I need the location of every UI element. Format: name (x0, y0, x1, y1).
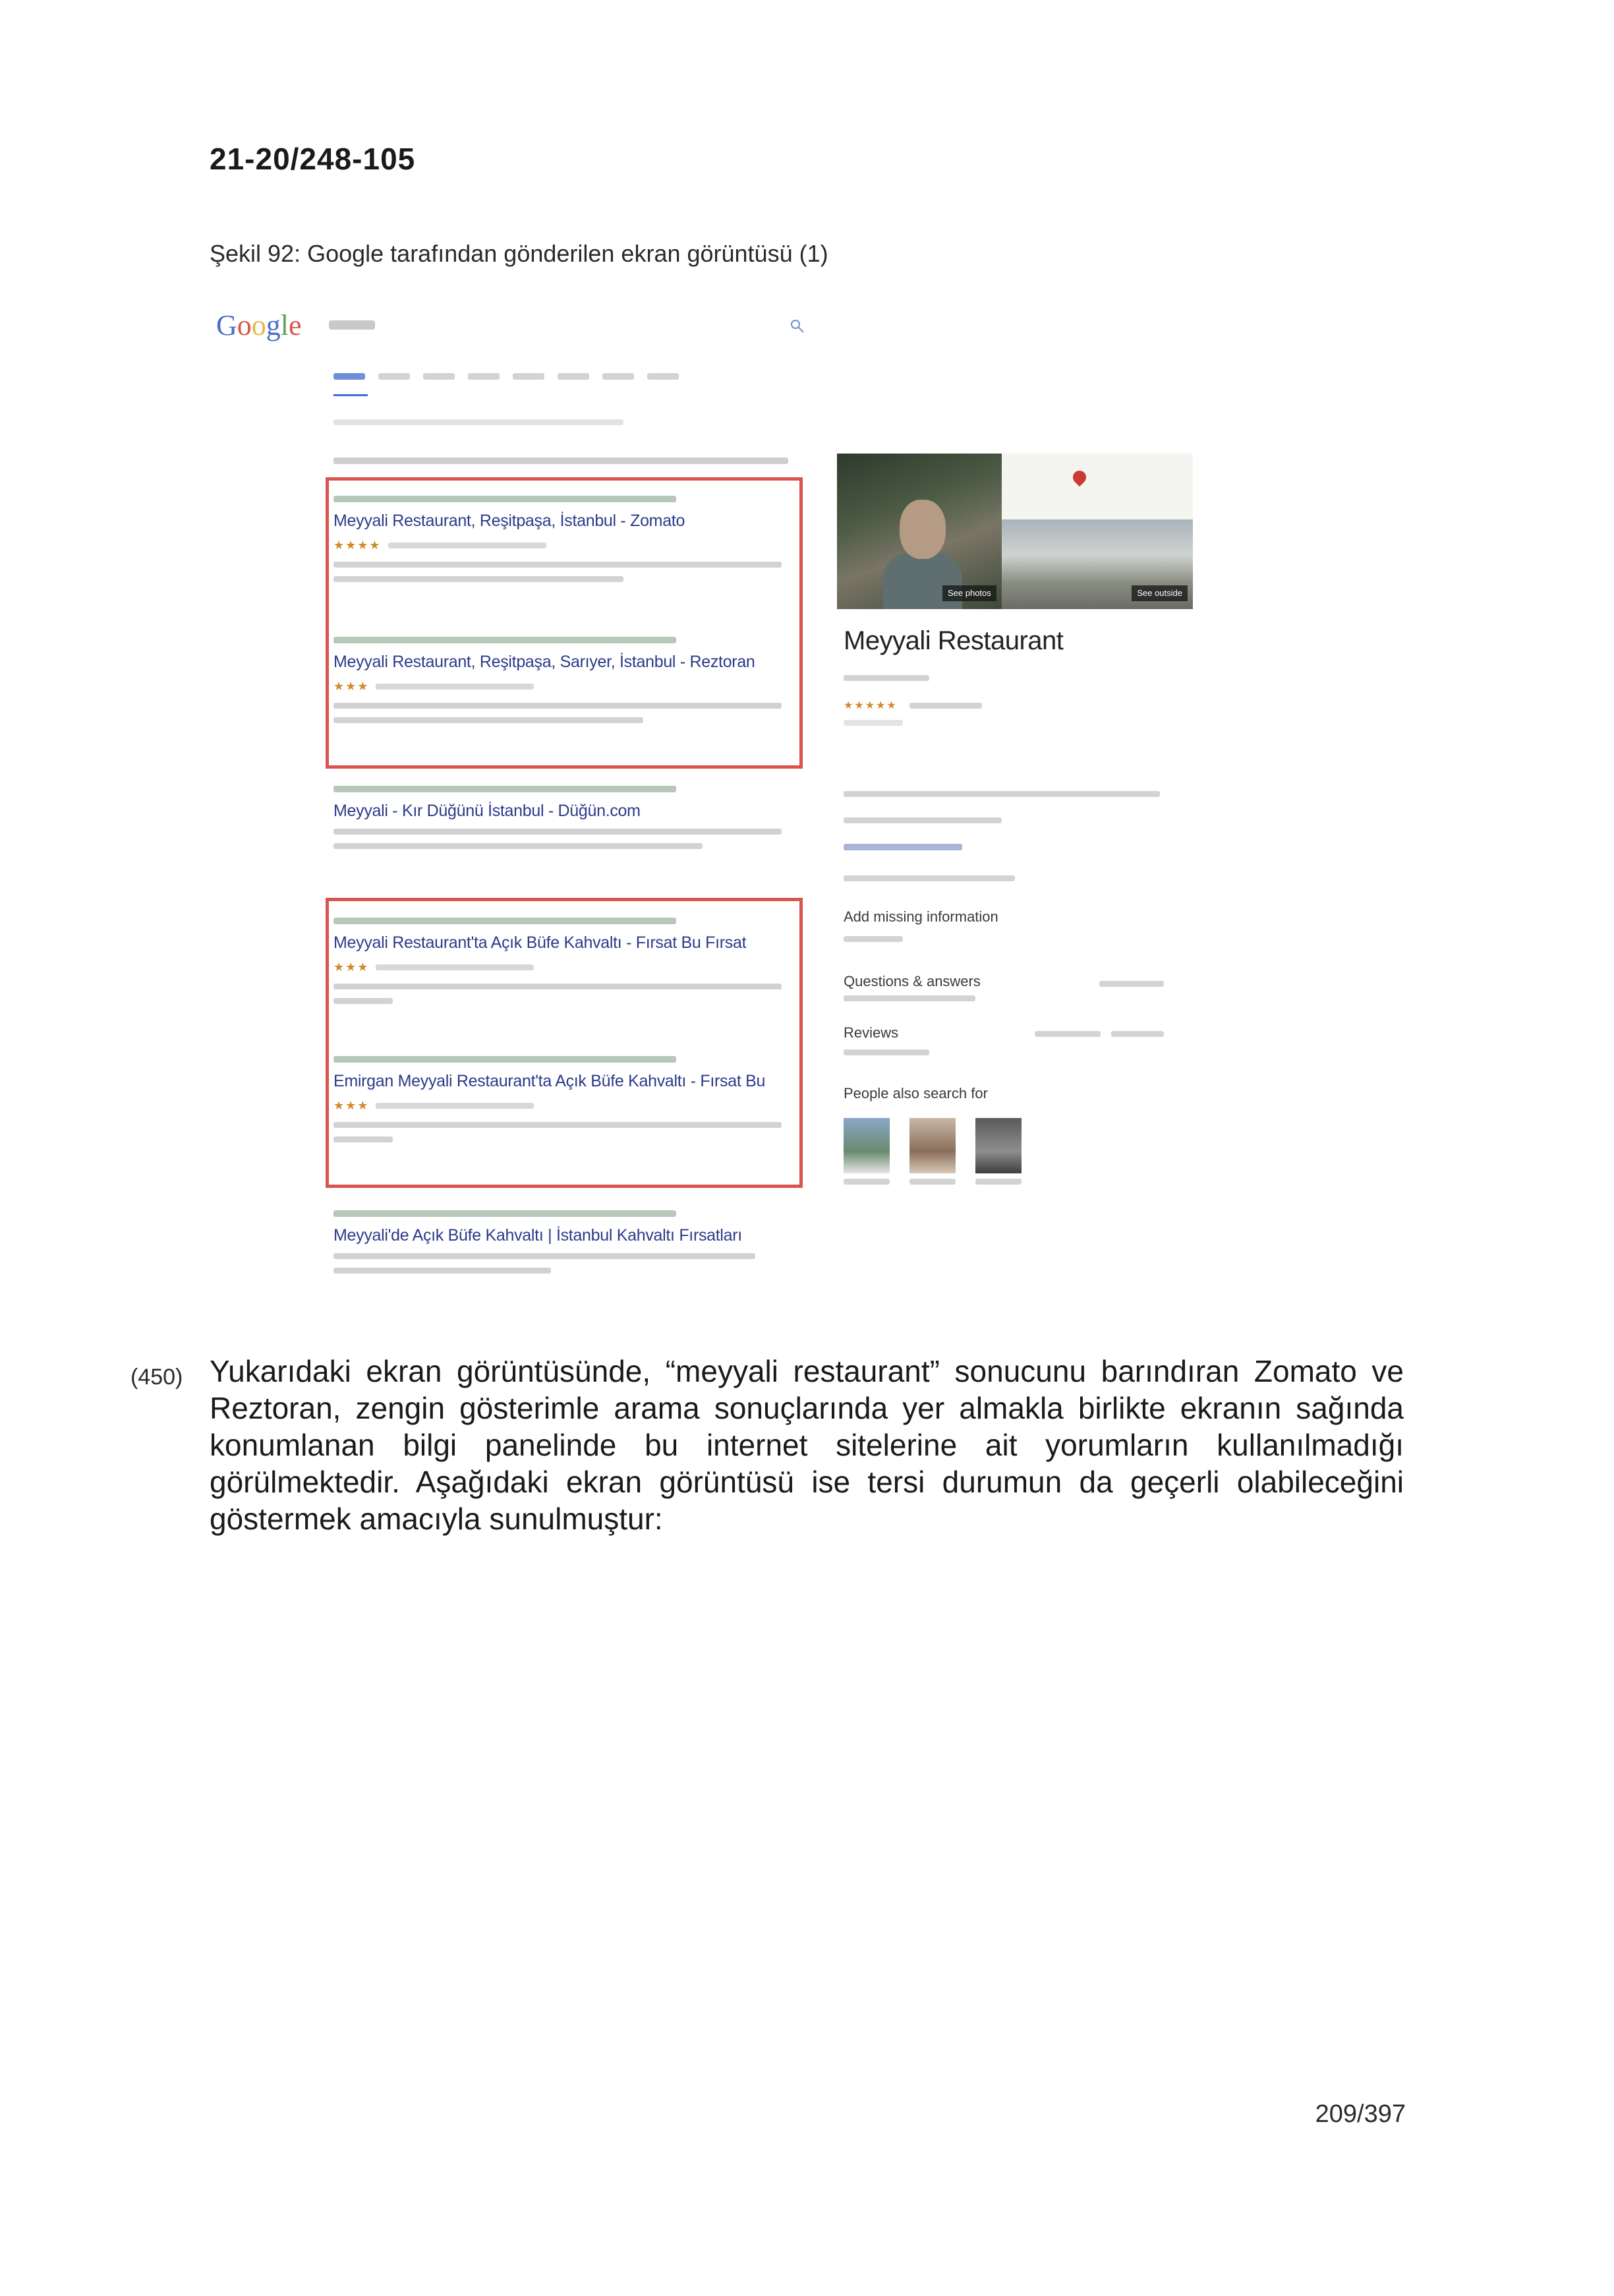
case-number: 21-20/248-105 (210, 142, 416, 176)
result-title[interactable]: Meyyali Restaurant, Reşitpaşa, Sarıyer, İstanbul - Reztoran (333, 653, 755, 671)
result-snippet-line (333, 998, 393, 1004)
figure-caption: Şekil 92: Google tarafından gönderilen ekran görüntüsü (1) (210, 240, 828, 267)
ask-question-line[interactable] (844, 995, 975, 1001)
hours-line (844, 817, 1002, 823)
result-snippet-line (333, 1268, 551, 1274)
phone-line[interactable] (844, 844, 962, 850)
people-also-search-heading: People also search for (844, 1085, 988, 1102)
rating-stars: ★★★★ (333, 539, 382, 552)
rating-stars: ★★★ (333, 1099, 370, 1112)
search-screenshot-figure (210, 290, 1205, 1318)
search-icon[interactable] (789, 318, 806, 335)
google-reviews-count[interactable] (909, 703, 982, 709)
result-snippet-line (333, 1136, 393, 1142)
tab-maps[interactable] (423, 373, 455, 380)
panel-rating-stars: ★★★★★ (844, 700, 898, 711)
search-tabs (333, 373, 679, 380)
add-photo-button[interactable] (1111, 1031, 1164, 1037)
search-result[interactable] (333, 918, 795, 1013)
result-snippet-line (333, 843, 703, 849)
google-logo: Google (216, 309, 302, 341)
search-result[interactable] (333, 1056, 795, 1151)
related-place-thumbnail[interactable] (975, 1118, 1022, 1173)
map-pin-icon (1070, 468, 1089, 486)
see-outside-button[interactable]: See outside (1132, 585, 1188, 601)
search-query (329, 320, 375, 330)
active-tab-indicator (333, 394, 368, 396)
result-title[interactable]: Meyyali Restaurant'ta Açık Büfe Kahvaltı - Fırsat Bu Fırsat (333, 933, 747, 952)
search-result[interactable] (333, 1210, 795, 1282)
reviews-heading: Reviews (844, 1024, 899, 1041)
result-snippet-line (333, 1253, 755, 1259)
knowledge-panel-title: Meyyali Restaurant (844, 626, 1064, 655)
result-title[interactable]: Meyyali Restaurant, Reşitpaşa, İstanbul - Zomato (333, 512, 685, 530)
add-missing-info-heading[interactable]: Add missing information (844, 908, 998, 925)
result-url (333, 1056, 676, 1063)
result-stats (333, 419, 623, 425)
add-website-link[interactable] (844, 936, 903, 942)
page-number: 209/397 (1315, 2100, 1406, 2128)
search-result[interactable] (333, 496, 795, 591)
tab-settings[interactable] (602, 373, 634, 380)
rating-meta (376, 964, 534, 970)
tab-all[interactable] (333, 373, 365, 380)
result-snippet-line (333, 576, 623, 582)
street-view-photo[interactable] (1002, 519, 1193, 609)
directions-save-links[interactable] (844, 675, 929, 681)
google-reviews-line[interactable] (844, 1049, 929, 1055)
map-thumbnail[interactable] (1002, 454, 1193, 519)
result-snippet-line (333, 1122, 782, 1128)
restaurant-photo[interactable] (837, 454, 1002, 609)
result-url (333, 637, 676, 643)
rating-stars: ★★★ (333, 960, 370, 974)
related-place-label (975, 1179, 1022, 1185)
result-snippet-line (333, 703, 782, 709)
tab-tools[interactable] (647, 373, 679, 380)
result-title[interactable]: Emirgan Meyyali Restaurant'ta Açık Büfe Kahvaltı - Fırsat Bu (333, 1072, 766, 1090)
search-result[interactable] (333, 637, 795, 732)
search-input[interactable] (318, 315, 806, 341)
suggest-edit-line[interactable] (844, 875, 1015, 881)
rating-meta (376, 684, 534, 690)
result-snippet-line (333, 562, 782, 568)
result-url (333, 786, 676, 792)
language-tip (333, 457, 788, 464)
related-place-thumbnail[interactable] (844, 1118, 890, 1173)
related-place-thumbnail[interactable] (909, 1118, 956, 1173)
related-place-label (909, 1179, 956, 1185)
tab-news[interactable] (468, 373, 500, 380)
result-title[interactable]: Meyyali'de Açık Büfe Kahvaltı | İstanbul Kahvaltı Fırsatları (333, 1226, 742, 1245)
result-title[interactable]: Meyyali - Kır Düğünü İstanbul - Düğün.com (333, 802, 641, 820)
see-photos-button[interactable]: See photos (942, 585, 996, 601)
tab-more[interactable] (558, 373, 589, 380)
search-result[interactable] (333, 786, 795, 858)
result-url (333, 1210, 676, 1217)
rating-meta (376, 1103, 534, 1109)
result-url (333, 918, 676, 924)
related-place-label (844, 1179, 890, 1185)
tab-shopping[interactable] (513, 373, 544, 380)
knowledge-panel-photos[interactable] (837, 454, 1193, 609)
paragraph-number: (450) (130, 1365, 183, 1390)
result-snippet-line (333, 717, 643, 723)
result-url (333, 496, 676, 502)
address-line (844, 791, 1160, 797)
questions-answers-heading: Questions & answers (844, 973, 981, 989)
tab-images[interactable] (378, 373, 410, 380)
result-snippet-line (333, 829, 782, 835)
knowledge-panel (837, 454, 1206, 1102)
write-review-button[interactable] (1035, 1031, 1101, 1037)
result-snippet-line (333, 984, 782, 989)
category-line (844, 720, 903, 726)
ask-a-question-button[interactable] (1099, 981, 1164, 987)
rating-meta (388, 543, 546, 548)
paragraph-text: Yukarıdaki ekran görüntüsünde, “meyyali restaurant” sonucunu barındıran Zomato ve Reztoran, zengin gösterimle arama sonuçlarında yer almakla birlikte ekranın sağında konumlanan bilgi panelinde bu internet sitelerine ait yorumların kullanılmadığı görülmektedir. Aşağıdaki ekran görüntüsü ise tersi durumun da geçerli olabileceğini göstermek amacıyla sunulmuştur: (210, 1354, 1404, 1536)
rating-stars: ★★★ (333, 680, 370, 693)
